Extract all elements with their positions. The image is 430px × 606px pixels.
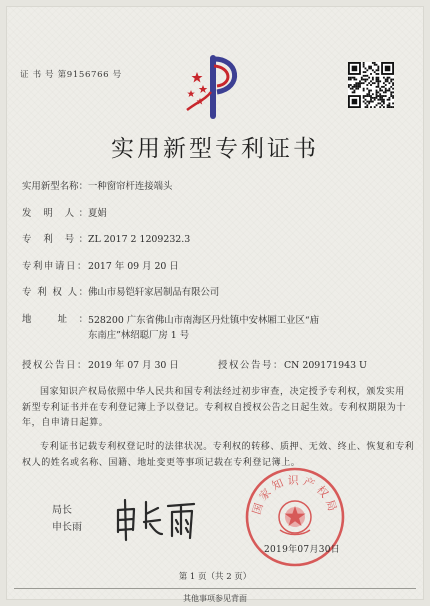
qr-module xyxy=(388,106,390,108)
qr-module xyxy=(365,99,367,101)
paragraph-grant-statement xyxy=(22,385,410,432)
qr-module xyxy=(363,64,365,66)
qr-module xyxy=(368,90,370,92)
qr-module xyxy=(366,79,368,81)
field-address xyxy=(22,313,319,343)
qr-module xyxy=(352,88,354,90)
director-name: 申长雨 xyxy=(52,522,82,533)
qr-module xyxy=(361,82,363,84)
qr-module xyxy=(377,91,379,93)
qr-module xyxy=(376,80,378,82)
qr-module xyxy=(363,62,365,64)
qr-module xyxy=(374,82,376,84)
qr-module xyxy=(352,77,354,79)
qr-module xyxy=(376,73,378,75)
qr-module xyxy=(392,97,394,99)
qr-module xyxy=(368,77,370,79)
qr-module xyxy=(352,66,358,72)
qr-module xyxy=(359,80,361,82)
qr-module xyxy=(354,90,356,92)
field-label: 专利申请日： xyxy=(22,260,88,272)
qr-module xyxy=(354,77,356,79)
qr-module xyxy=(392,82,394,84)
qr-module xyxy=(388,82,390,84)
qr-module xyxy=(370,68,372,70)
qr-module xyxy=(388,77,390,79)
qr-module xyxy=(392,106,394,108)
qr-module xyxy=(365,80,367,82)
qr-module xyxy=(390,79,392,81)
address-line: 东南庄”林绍聪厂房 1 号 xyxy=(88,330,190,341)
qr-module xyxy=(366,93,368,95)
qr-module xyxy=(379,88,381,90)
qr-module xyxy=(377,84,379,86)
qr-module xyxy=(383,106,385,108)
qr-module xyxy=(383,102,385,104)
field-value: 2019 年 07 月 30 日 xyxy=(88,360,179,371)
qr-module xyxy=(385,66,391,72)
qr-module xyxy=(381,90,383,92)
qr-module xyxy=(366,101,368,103)
qr-module xyxy=(376,97,378,99)
field-label: 专 利 权 人： xyxy=(22,287,88,298)
qr-module xyxy=(388,97,390,99)
qr-module xyxy=(383,95,385,97)
qr-module xyxy=(363,97,365,99)
qr-module xyxy=(366,69,368,71)
qr-module xyxy=(379,97,381,99)
paragraph-line: 专利证书记载专利权登记时的法律状况。专利权的转移、质押、无效、终止、恢复和专利 xyxy=(40,442,415,452)
qr-module xyxy=(370,73,372,75)
qr-module xyxy=(388,104,390,106)
qr-module xyxy=(355,84,357,86)
qr-module xyxy=(379,80,381,82)
qr-module xyxy=(376,69,378,71)
qr-module xyxy=(365,79,367,81)
qr-module xyxy=(368,93,370,95)
field-grant-publication-number xyxy=(218,359,367,373)
qr-code-icon xyxy=(348,62,394,108)
qr-module xyxy=(374,99,376,101)
qr-module xyxy=(390,86,392,88)
qr-module xyxy=(366,104,368,106)
qr-module xyxy=(387,80,389,82)
certificate-number: 证 书 号 第9156766 号 xyxy=(20,70,122,80)
field-value xyxy=(88,313,319,343)
qr-module xyxy=(370,66,372,68)
qr-module xyxy=(363,71,365,73)
qr-module xyxy=(372,77,374,79)
qr-module xyxy=(392,91,394,93)
qr-module xyxy=(363,88,365,90)
field-grant xyxy=(22,359,412,373)
qr-module xyxy=(376,104,378,106)
qr-module xyxy=(379,106,381,108)
back-note: 其他事项参见背面 xyxy=(183,594,247,603)
qr-module xyxy=(368,101,370,103)
qr-module xyxy=(390,80,392,82)
qr-module xyxy=(377,80,379,82)
qr-module xyxy=(363,79,365,81)
qr-module xyxy=(350,88,352,90)
footer-divider xyxy=(14,588,416,589)
qr-module xyxy=(377,69,379,71)
qr-module xyxy=(376,95,378,97)
qr-module xyxy=(359,84,361,86)
field-label: 实用新型名称： xyxy=(22,181,88,192)
qr-module xyxy=(372,101,374,103)
qr-module xyxy=(372,69,374,71)
qr-module xyxy=(381,99,383,101)
qr-module xyxy=(368,68,370,70)
qr-module xyxy=(379,102,381,104)
qr-module xyxy=(381,104,383,106)
field-patentee xyxy=(22,286,219,300)
qr-module xyxy=(374,62,376,64)
field-value: 一种窗帘杆连接端头 xyxy=(88,181,173,192)
qr-module xyxy=(363,66,365,68)
field-value: 佛山市易铠轩家居制品有限公司 xyxy=(88,287,220,298)
qr-module xyxy=(388,88,390,90)
qr-module xyxy=(352,99,358,105)
qr-module xyxy=(354,84,356,86)
qr-module xyxy=(361,77,363,79)
qr-module xyxy=(387,90,389,92)
qr-module xyxy=(383,91,385,93)
qr-module xyxy=(388,90,390,92)
qr-module xyxy=(372,62,374,64)
qr-module xyxy=(357,86,359,88)
qr-module xyxy=(365,106,367,108)
seal-text: 国家知识产权局 xyxy=(249,474,341,517)
page-number: 第 1 页（共 2 页） xyxy=(178,572,252,582)
qr-module xyxy=(366,84,368,86)
qr-module xyxy=(376,77,378,79)
qr-module xyxy=(355,88,357,90)
qr-module xyxy=(392,95,394,97)
qr-module xyxy=(385,95,387,97)
field-inventor xyxy=(22,207,107,221)
field-label: 授权公告号： xyxy=(218,360,284,371)
qr-module xyxy=(390,93,392,95)
qr-module xyxy=(354,79,356,81)
field-utility-model-name xyxy=(22,180,172,194)
qr-module xyxy=(354,91,356,93)
qr-module xyxy=(366,95,368,97)
qr-module xyxy=(363,75,365,77)
field-filing-date xyxy=(22,260,179,274)
qr-module xyxy=(370,101,372,103)
field-value: CN 209171943 U xyxy=(284,360,367,371)
qr-module xyxy=(387,99,389,101)
qr-module xyxy=(359,86,361,88)
qr-module xyxy=(350,77,352,79)
qr-module xyxy=(365,95,367,97)
qr-module xyxy=(392,88,394,90)
qr-module xyxy=(377,73,379,75)
qr-module xyxy=(365,68,367,70)
qr-module xyxy=(392,84,394,86)
qr-module xyxy=(390,91,392,93)
qr-module xyxy=(368,91,370,93)
qr-module xyxy=(350,79,352,81)
certificate-title: 实用新型专利证书 xyxy=(111,136,319,162)
qr-module xyxy=(370,106,372,108)
qr-module xyxy=(376,93,378,95)
qr-module xyxy=(383,101,385,103)
qr-module xyxy=(372,82,374,84)
address-line: 528200 广东省佛山市南海区丹灶镇中安林厢工业区“庙 xyxy=(88,315,320,326)
paragraph-line: 年，自申请日起算。 xyxy=(22,418,109,428)
qr-module xyxy=(385,80,387,82)
qr-module xyxy=(363,90,365,92)
field-label: 授权公告日： xyxy=(22,360,88,371)
qr-module xyxy=(370,95,372,97)
field-patent-number xyxy=(22,233,190,247)
qr-module xyxy=(348,86,350,88)
qr-module xyxy=(348,77,350,79)
qr-module xyxy=(381,97,383,99)
paragraph-legal-status xyxy=(22,440,415,471)
qr-module xyxy=(385,88,387,90)
field-value: 夏娟 xyxy=(88,207,107,219)
qr-module xyxy=(355,79,357,81)
field-label: 专 利 号： xyxy=(22,234,88,245)
qr-module xyxy=(368,102,370,104)
qr-module xyxy=(348,84,350,86)
qr-module xyxy=(377,79,379,81)
qr-module xyxy=(354,86,356,88)
qr-module xyxy=(363,82,365,84)
qr-module xyxy=(383,86,385,88)
qr-module xyxy=(370,99,372,101)
qr-module xyxy=(390,95,392,97)
qr-module xyxy=(361,79,363,81)
qr-module xyxy=(357,88,359,90)
qr-module xyxy=(374,64,376,66)
qr-module xyxy=(363,101,365,103)
qr-module xyxy=(376,91,378,93)
qr-module xyxy=(392,102,394,104)
qr-module xyxy=(366,75,368,77)
qr-module xyxy=(377,77,379,79)
qr-module xyxy=(350,84,352,86)
qr-module xyxy=(355,86,357,88)
qr-module xyxy=(352,91,354,93)
qr-module xyxy=(385,84,387,86)
qr-module xyxy=(365,75,367,77)
qr-module xyxy=(377,99,379,101)
qr-module xyxy=(377,66,379,68)
qr-module xyxy=(387,79,389,81)
qr-module xyxy=(379,90,381,92)
qr-module xyxy=(370,80,372,82)
qr-module xyxy=(387,104,389,106)
qr-module xyxy=(368,95,370,97)
qr-module xyxy=(376,79,378,81)
seal-date: 2019年07月30日 xyxy=(264,545,341,555)
qr-module xyxy=(365,71,367,73)
qr-module xyxy=(385,91,387,93)
field-label: 地 址： xyxy=(22,314,88,325)
qr-module xyxy=(377,68,379,70)
qr-module xyxy=(388,102,390,104)
director-title: 局长 xyxy=(52,505,72,516)
qr-module xyxy=(368,82,370,84)
paragraph-line: 权人的姓名或名称、国籍、地址变更等事项记载在专利登记簿上。 xyxy=(22,457,301,468)
qr-module xyxy=(379,99,381,101)
qr-module xyxy=(355,82,357,84)
qr-module xyxy=(372,93,374,95)
director-signature xyxy=(110,494,202,542)
qr-module xyxy=(359,82,361,84)
qr-module xyxy=(381,86,383,88)
qr-module xyxy=(392,79,394,81)
qr-module xyxy=(357,82,359,84)
qr-module xyxy=(387,77,389,79)
qr-module xyxy=(381,95,383,97)
field-value: ZL 2017 2 1209232.3 xyxy=(88,234,191,245)
qr-module xyxy=(377,82,379,84)
qr-module xyxy=(385,79,387,81)
qr-module xyxy=(365,102,367,104)
qr-module xyxy=(374,106,376,108)
qr-module xyxy=(376,86,378,88)
qr-module xyxy=(370,90,372,92)
patent-office-logo-icon xyxy=(183,52,245,120)
qr-module xyxy=(372,79,374,81)
qr-module xyxy=(366,106,368,108)
field-label: 发 明 人： xyxy=(22,207,88,219)
qr-module xyxy=(376,64,378,66)
qr-module xyxy=(379,95,381,97)
qr-module xyxy=(374,97,376,99)
qr-module xyxy=(385,90,387,92)
paragraph-line: 新型专利证书并在专利登记簿上予以登记。专利权自授权公告之日起生效。专利权期限为十 xyxy=(22,402,407,413)
qr-module xyxy=(388,99,390,101)
paragraph-line: 国家知识产权局依照中华人民共和国专利法经过初步审查，决定授予专利权，颁发实用 xyxy=(40,387,405,397)
qr-module xyxy=(348,79,350,81)
qr-module xyxy=(383,77,385,79)
qr-module xyxy=(387,106,389,108)
qr-module xyxy=(377,86,379,88)
qr-module xyxy=(377,95,379,97)
qr-module xyxy=(366,88,368,90)
qr-module xyxy=(374,71,376,73)
qr-module xyxy=(357,84,359,86)
qr-module xyxy=(363,95,365,97)
qr-module xyxy=(383,99,385,101)
qr-module xyxy=(368,66,370,68)
qr-module xyxy=(390,106,392,108)
qr-module xyxy=(352,86,354,88)
qr-module xyxy=(370,97,372,99)
qr-module xyxy=(372,97,374,99)
qr-module xyxy=(370,84,372,86)
qr-module xyxy=(376,90,378,92)
qr-module xyxy=(377,102,379,104)
qr-module xyxy=(381,101,383,103)
qr-module xyxy=(383,82,385,84)
qr-module xyxy=(379,93,381,95)
field-value: 2017 年 09 月 20 日 xyxy=(88,260,179,272)
